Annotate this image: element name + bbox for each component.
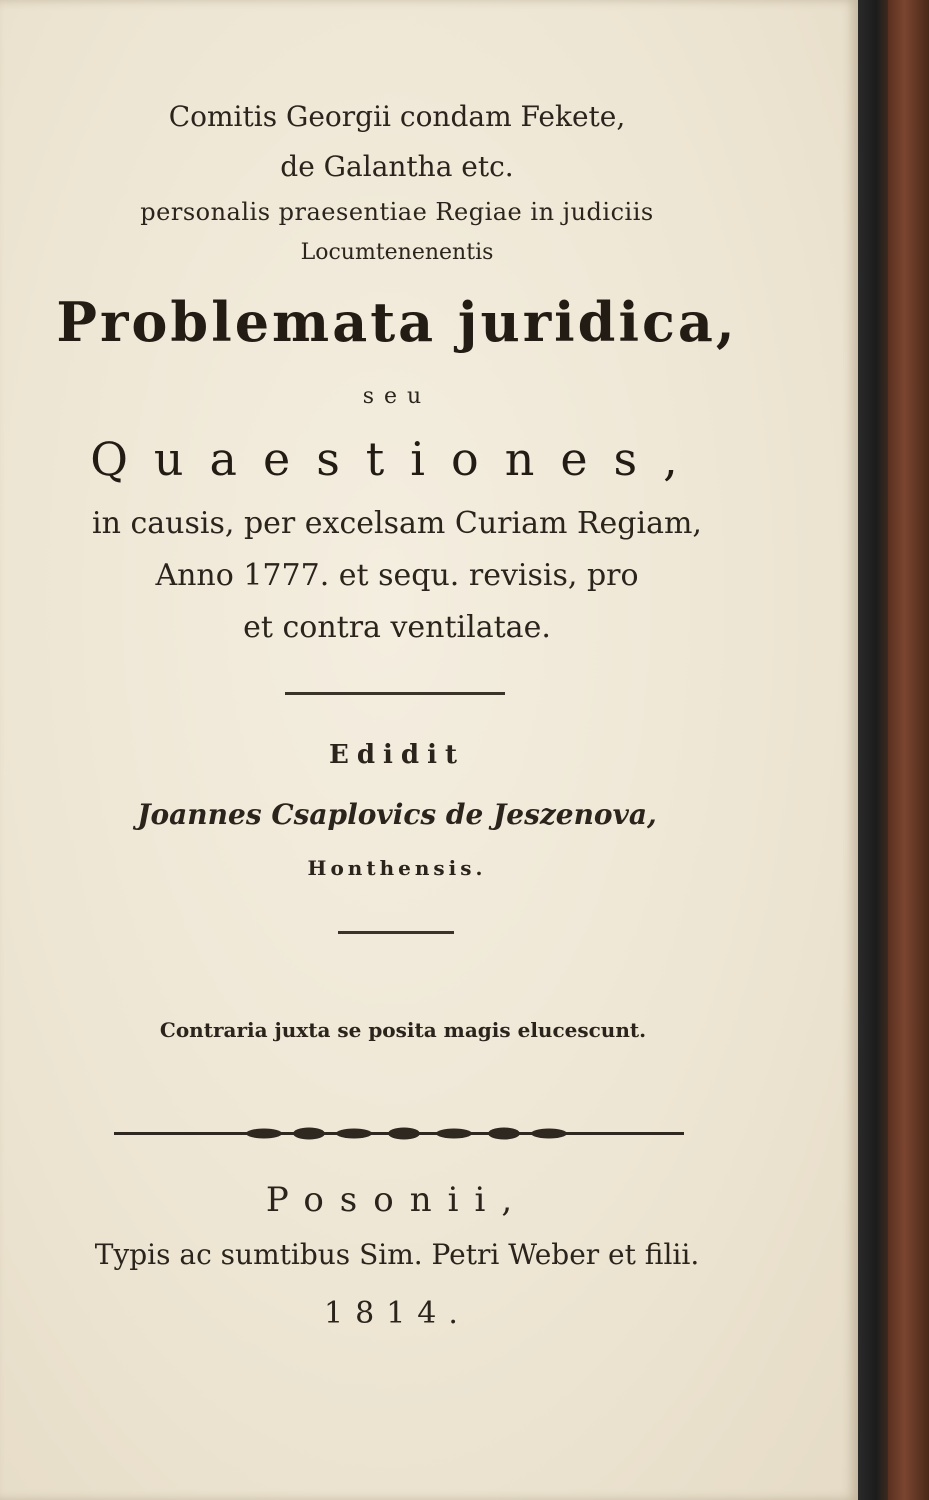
description-line-3: et contra ventilatae. <box>243 610 551 645</box>
conjunction: seu <box>362 384 432 409</box>
subtitle: Quaestiones, <box>90 432 704 486</box>
author-line: Comitis Georgii condam Fekete, <box>168 100 626 133</box>
printer-line: Typis ac sumtibus Sim. Petri Weber et filii. <box>94 1238 700 1271</box>
book-cover-edge <box>888 0 929 1500</box>
divider-rule-short <box>338 931 454 934</box>
editor-name: Joannes Csaplovics de Jeszenova, <box>137 798 657 831</box>
editor-origin: Honthensis. <box>307 856 487 880</box>
office-line: personalis praesentiae Regiae in judiciis <box>140 198 654 226</box>
motto: Contraria juxta se posita magis elucescunt. <box>159 1018 647 1042</box>
description-line-1: in causis, per excelsam Curiam Regiam, <box>92 506 702 541</box>
publication-year: 1814. <box>324 1296 470 1331</box>
ornamental-rule <box>114 1124 684 1144</box>
book-edge-shadow <box>858 0 888 1500</box>
author-title-line: de Galantha etc. <box>280 150 514 183</box>
publication-place: Posonii, <box>265 1180 529 1220</box>
main-title: Problemata juridica, <box>56 290 738 354</box>
divider-rule <box>285 692 505 695</box>
office-line-2: Locumtenenentis <box>300 240 494 265</box>
description-line-2: Anno 1777. et sequ. revisis, pro <box>155 558 639 593</box>
edidit-label: Edidit <box>329 740 465 770</box>
